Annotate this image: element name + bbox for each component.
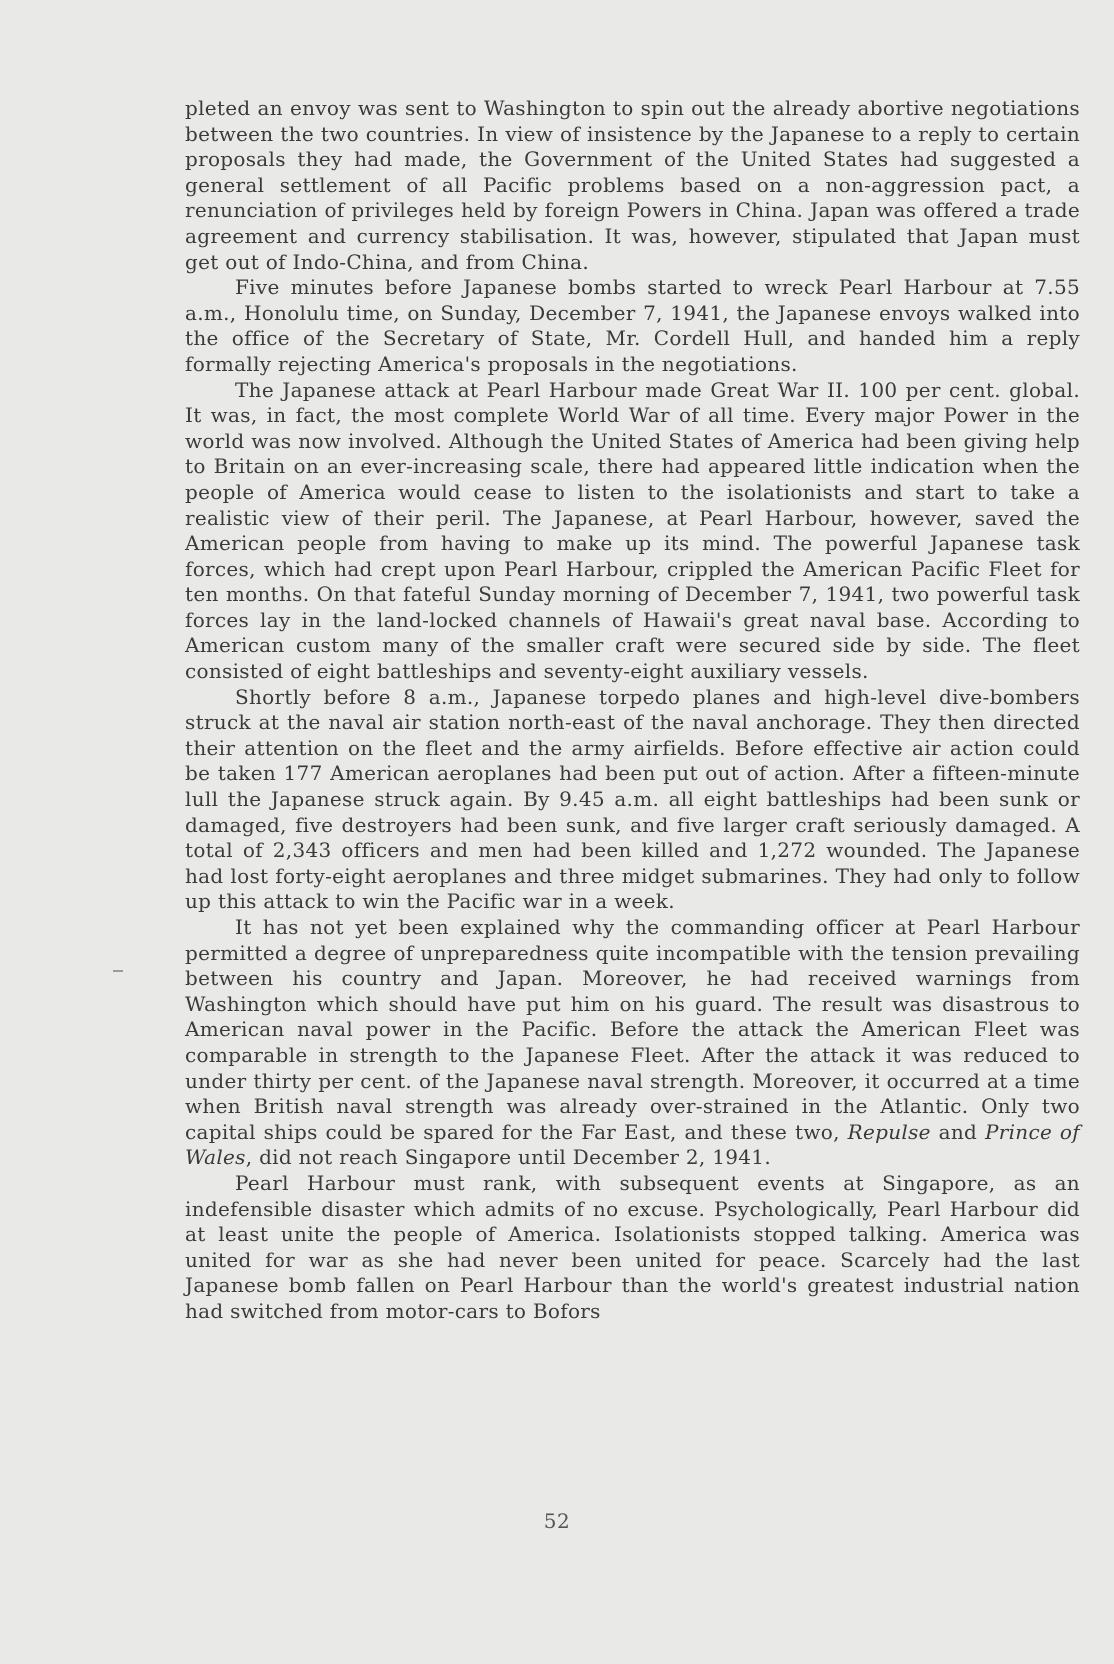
paragraph-conclusion: Pearl Harbour must rank, with subsequent events at Singapore, as an indefensible disaster which admits of no excuse. Psychologically, Pearl Harbour did at least unite the people of America. Isolationists stopped talking. America was united for war as she had never been united for peace. Scarcely had the last Japanese bomb fallen on Pearl Harbour than the world's greatest industrial nation had switched from motor-cars to Bofors <box>185 1170 1080 1323</box>
paragraph-envoys: Five minutes before Japanese bombs started to wreck Pearl Harbour at 7.55 a.m., Honolulu time, on Sunday, December 7, 1941, the Japanese envoys walked into the office of the Secretary of State, Mr. Cordell Hull, and handed him a reply formally rejecting America's proposals in the negotiations. <box>185 275 1080 376</box>
paragraph-unpreparedness <box>185 915 1080 1171</box>
paragraph-attack-details: Shortly before 8 a.m., Japanese torpedo planes and high-level dive-bombers struck at the naval air station north-east of the naval anchorage. They then directed their attention on the fleet and the army airfields. Before effective air action could be taken 177 American aeroplanes had been put out of action. After a fifteen-minute lull the Japanese struck again. By 9.45 a.m. all eight battleships had been sunk or damaged, five destroyers had been sunk, and five larger craft seriously damaged. A total of 2,343 officers and men had been killed and 1,272 wounded. The Japanese had lost forty-eight aeroplanes and three midget submarines. They had only to follow up this attack to win the Pacific war in a week. <box>185 684 1080 914</box>
paragraph-attack-global: The Japanese attack at Pearl Harbour made Great War II. 100 per cent. global. It was, in fact, the most complete World War of all time. Every major Power in the world was now involved. Although the United States of America had been giving help to Britain on an ever-increasing scale, there had appeared little indication when the people of America would cease to listen to the isolationists and start to take a realistic view of their peril. The Japanese, at Pearl Harbour, however, saved the American people from having to make up its mind. The powerful Japanese task forces, which had crept upon Pearl Harbour, crippled the American Pacific Fleet for ten months. On that fateful Sunday morning of December 7, 1941, two powerful task forces lay in the land-locked channels of Hawaii's great naval base. According to American custom many of the smaller craft were secured side by side. The fleet consisted of eight battleships and seventy-eight auxiliary vessels. <box>185 377 1080 684</box>
ship-name-repulse: Repulse <box>847 1119 931 1144</box>
body-text <box>185 96 1080 1325</box>
paragraph-tail: , did not reach Singapore until December 2, 1941. <box>245 1145 771 1170</box>
paragraph-continuation: pleted an envoy was sent to Washington to spin out the already abortive negotiations between the two countries. In view of insistence by the Japanese to a reply to certain proposals they had made, the Government of the United States had suggested a general settlement of all Pacific problems based on a non-aggression pact, a renunciation of privileges held by foreign Powers in China. Japan was offered a trade agreement and currency stabilisation. It was, however, stipulated that Japan must get out of Indo-China, and from China. <box>185 96 1080 274</box>
page-number: 52 <box>543 1509 571 1533</box>
paragraph-text: It has not yet been explained why the commanding officer at Pearl Harbour permitted a degree of unpreparedness quite incompatible with the tension prevailing between his country and Japan. Moreover, he had received warnings from Washington which should have put him on his guard. The result was disastrous to American naval power in the Pacific. Before the attack the American Fleet was comparable in strength to the Japanese Fleet. After the attack it was reduced to under thirty per cent. of the Japanese naval strength. Moreover, it occurred at a time when British naval strength was already over-strained in the Atlantic. Only two capital ships could be spared for the Far East, and these two, <box>185 915 1080 1144</box>
ship-name-prince-of-wales: Prince of Wales <box>185 1119 1080 1170</box>
margin-mark <box>113 970 123 972</box>
conjunction: and <box>938 1119 978 1144</box>
